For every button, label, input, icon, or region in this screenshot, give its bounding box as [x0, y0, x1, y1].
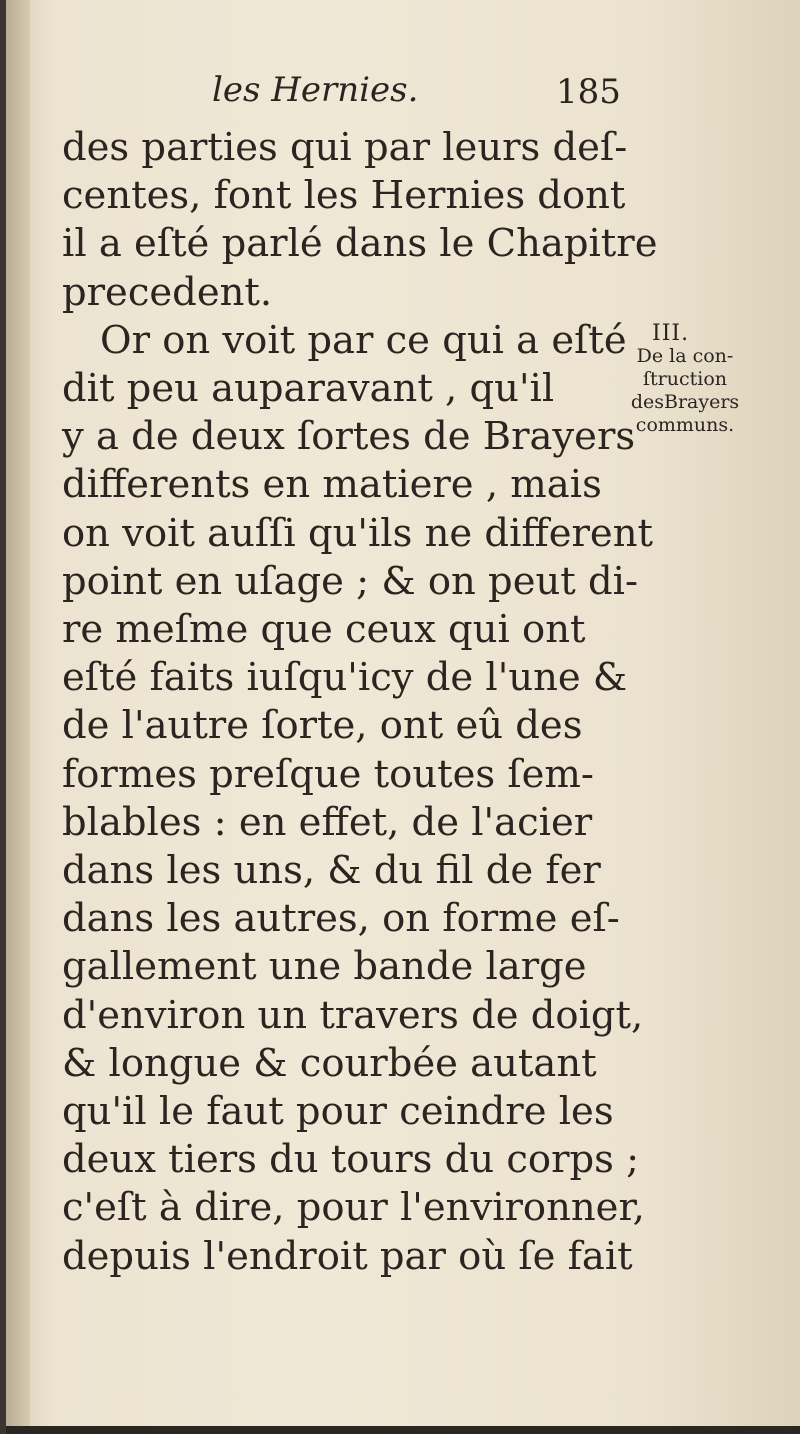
- text-line: d'environ un travers de doigt,: [62, 992, 644, 1038]
- text-line: dans les autres, on forme eſ-: [62, 896, 620, 942]
- text-line: centes, font les Hernies dont: [62, 173, 626, 219]
- page-bottom-edge: [6, 1426, 800, 1434]
- page-number: 185: [556, 72, 621, 112]
- body-text: [62, 124, 658, 1281]
- text-line: des parties qui par leurs deſ-: [62, 125, 628, 170]
- margin-note-line: ſtruction: [642, 368, 727, 390]
- text-line: dit peu auparavant , qu'il: [62, 366, 555, 412]
- margin-note-line: De la con-: [636, 345, 734, 367]
- text-line: Or on voit par ce qui a eſté: [100, 317, 627, 363]
- running-title: les Hernies.: [212, 70, 419, 110]
- text-line: dans les uns, & du fil de fer: [62, 848, 601, 894]
- book-page: [6, 0, 800, 1434]
- text-line: depuis l'endroit par où ſe fait: [62, 1233, 633, 1279]
- page-gutter: [6, 0, 30, 1434]
- text-line: & longue & courbée autant: [62, 1040, 597, 1086]
- text-line: precedent.: [62, 269, 273, 315]
- text-line: blables : en effet, de l'acier: [62, 799, 593, 845]
- margin-note-line: desBrayers: [630, 391, 740, 413]
- margin-note: [620, 322, 750, 437]
- text-line: qu'il le faut pour ceindre les: [62, 1089, 614, 1135]
- text-line: point en uſage ; & on peut di-: [62, 558, 638, 604]
- margin-note-number: III.: [652, 321, 690, 346]
- text-line: gallement une bande large: [62, 944, 587, 990]
- text-line: c'eſt à dire, pour l'environner,: [62, 1185, 645, 1231]
- text-line: re meſme que ceux qui ont: [62, 607, 586, 653]
- text-line: y a de deux ſortes de Brayers: [62, 414, 636, 460]
- text-line: de l'autre ſorte, ont eû des: [62, 703, 583, 749]
- text-line: il a eſté parlé dans le Chapitre: [62, 221, 658, 267]
- text-line: eſté faits iuſqu'icy de l'une &: [62, 655, 628, 701]
- text-line: on voit auſſi qu'ils ne different: [62, 510, 653, 556]
- text-line: deux tiers du tours du corps ;: [62, 1137, 640, 1183]
- text-line: differents en matiere , mais: [62, 462, 602, 508]
- margin-note-line: communs.: [635, 414, 735, 436]
- text-line: formes preſque toutes ſem-: [62, 751, 594, 797]
